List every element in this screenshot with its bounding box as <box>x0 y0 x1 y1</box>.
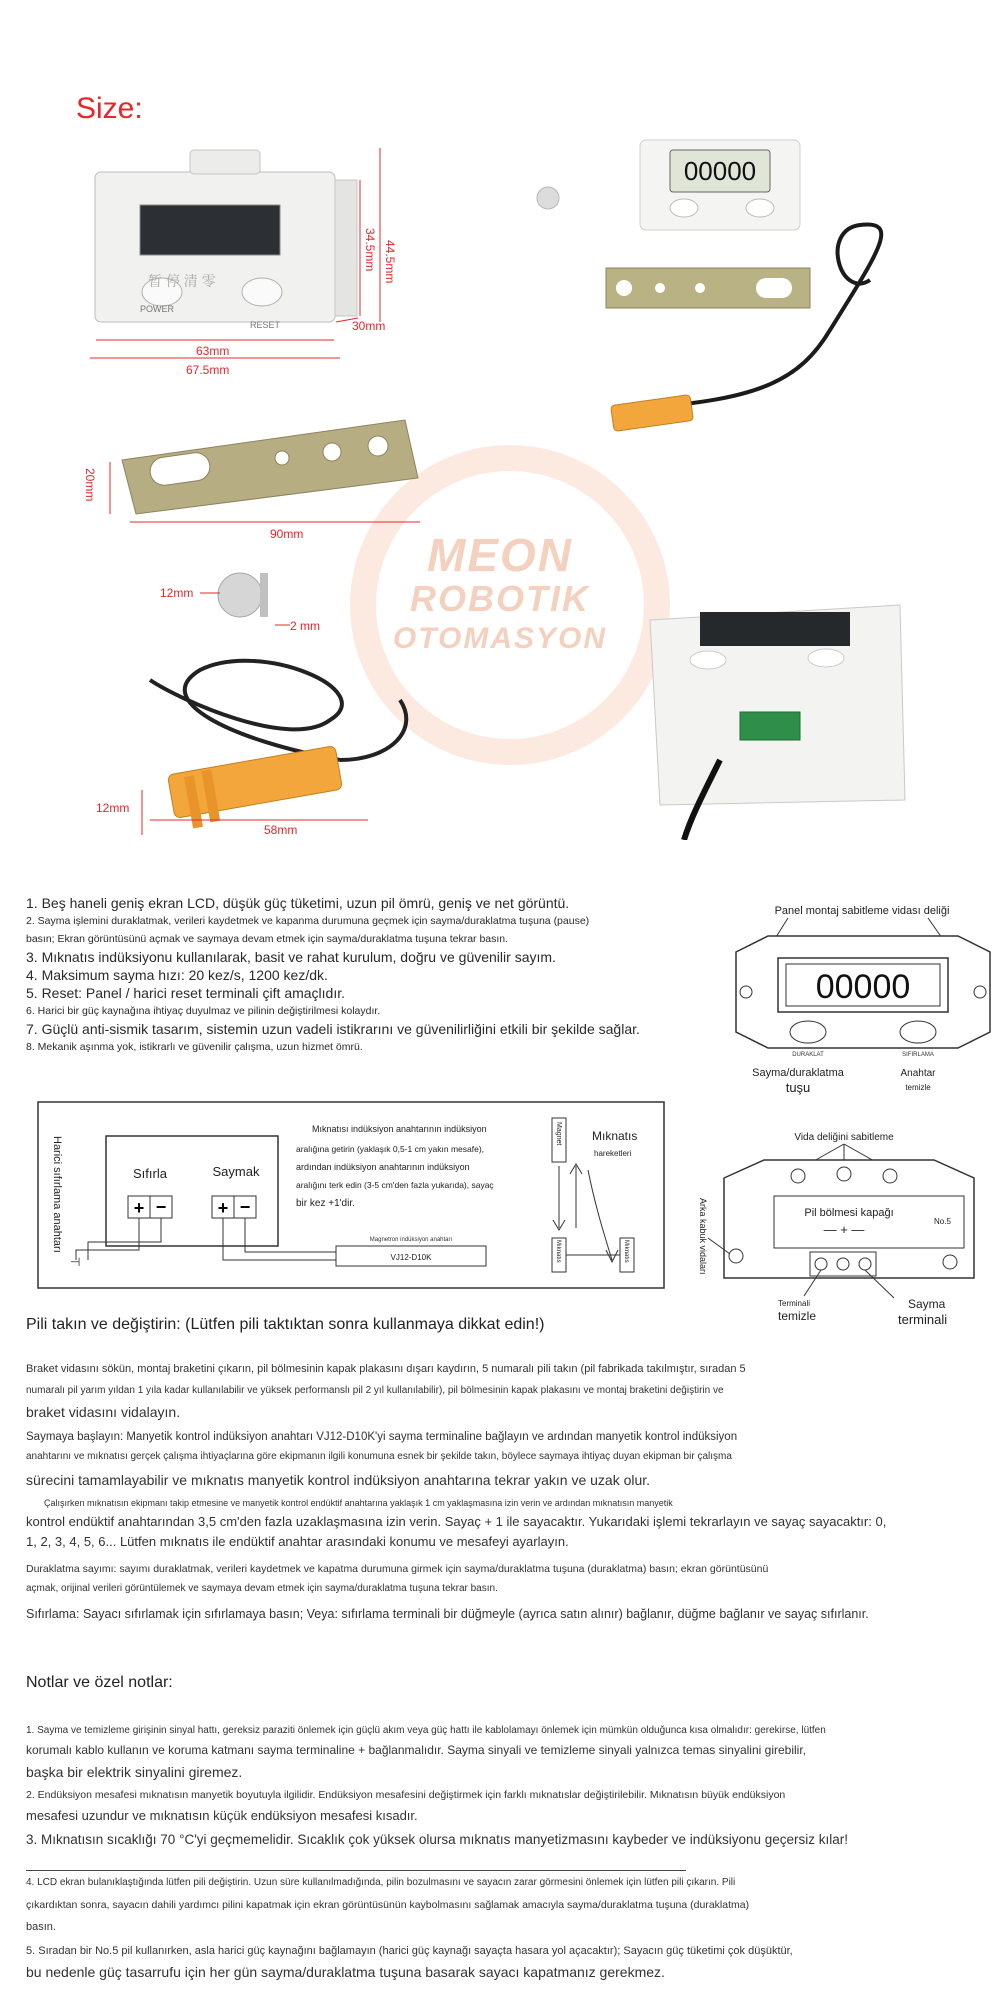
counter-chinese-chars: 暂 停 清 零 <box>148 273 216 289</box>
wiring-note-line: aralığına getirin (yaklaşık 0,5-1 cm yakın mesafe), <box>296 1144 485 1154</box>
watermark-line1: MEON <box>427 529 573 581</box>
divider <box>26 1870 686 1871</box>
note-line: 2. Endüksiyon mesafesi mıknatısın manyetik boyutuyla ilgilidir. Endüksiyon mesafesini değiştirmek için farklı mıknatıslar değiştirilebilir. Mıknatısın büyük endüksiyon <box>26 1789 786 1801</box>
feature-item: 3. Mıknatıs indüksiyonu kullanılarak, basit ve rahat kurulum, doğru ve güvenilir sayım. <box>26 949 556 965</box>
dim-sensor-diameter: 12mm <box>96 801 130 815</box>
sensor-small-photo <box>611 224 882 431</box>
feature-item: 2. Sayma işlemini duraklatmak, verileri kaydetmek ve kapanma durumuna geçmek için sayma/duraklatma tuşuna (pause) <box>26 915 590 927</box>
battery-para-line: Braket vidasını sökün, montaj braketini çıkarın, pil bölmesinin kapak plakasını dışarı kaydırın, 5 numaralı pili takın (pil fabrikada takılmıştır, sıradan 5 <box>26 1363 746 1375</box>
wiring-diagram <box>36 1100 666 1290</box>
wiring-count-label: Saymak <box>212 1164 260 1179</box>
counting-para-line: sürecini tamamlayabilir ve mıknatıs manyetik kontrol indüksiyon anahtarına tekrar yakın ve uzak olur. <box>26 1472 651 1488</box>
wiring-sensor-tag-left: Mıknatıs <box>555 1240 561 1263</box>
battery-para-line: braket vidasını vidalayın. <box>26 1404 181 1420</box>
back-terminal-left-2: temizle <box>778 1309 817 1323</box>
panel-diagram <box>728 900 996 1100</box>
dim-height-outer: 44.5mm <box>383 240 397 284</box>
back-battery-tag: No.5 <box>934 1217 951 1226</box>
back-cover-label: Pil bölmesi kapağı <box>804 1207 894 1219</box>
counting-para-line: kontrol endüktif anahtarından 3,5 cm'den fazla uzaklaşmasına izin verin. Sayaç + 1 ile sayacaktır. Yukarıdaki işlemi tekrarlayın ve sayaç sayacaktır: 0, <box>26 1514 887 1529</box>
counting-para-line: anahtarını ve mıknatısı gerçek çalışma ihtiyaçlarına göre ekipmanın ilgili konumuna esnek bir şekilde takın, böylece saymaya ihtiyaç duyan ekipman bir çalışma <box>26 1451 732 1462</box>
wiring-note-line: Mıknatısı indüksiyon anahtarının indüksiyon <box>312 1124 487 1134</box>
wiring-side-label: Harici sıfırlama anahtarı <box>51 1136 63 1253</box>
wiring-sensor-caption: Magnetron indüksiyon anahtarı <box>369 1237 453 1243</box>
dim-bracket-height: 20mm <box>83 468 97 502</box>
back-polarity: — + — <box>823 1222 865 1237</box>
wiring-note-line: bir kez +1'dir. <box>296 1198 355 1209</box>
note-line: basın. <box>26 1921 56 1933</box>
panel-btn-left-label: DURAKLAT <box>792 1052 824 1058</box>
note-line: çıkardıktan sonra, sayacın dahili yardımcı pilini kapatmak için ekran görüntüsünün kaybolmasını sağlamak amacıyla sayma/duraklatma tuşuna (duraklatma) <box>26 1899 750 1911</box>
wiring-note-line: aralığını terk edin (3-5 cm'den fazla yukarıda), sayaç <box>296 1180 494 1190</box>
note-line: başka bir elektrik sinyalini giremez. <box>26 1764 243 1780</box>
svg-text:+: + <box>133 1198 145 1218</box>
size-title: Size: <box>76 92 143 125</box>
wiring-sensor-model: VJ12-D10K <box>390 1253 432 1262</box>
notes-title: Notlar ve özel notlar: <box>26 1674 173 1691</box>
counter-btn-reset-label: RESET <box>250 320 281 330</box>
back-terminal-left-1: Terminali <box>778 1299 811 1308</box>
counting-para-line: Saymaya başlayın: Manyetik kontrol indüksiyon anahtarı VJ12-D10K'yi sayma terminaline bağlayın ve ardından manyetik kontrol indüksiyon <box>26 1431 738 1443</box>
bracket-small-photo <box>606 268 810 308</box>
feature-item: 1. Beş haneli geniş ekran LCD, düşük güç tüketimi, uzun pil ömrü, geniş ve net görüntü. <box>26 895 570 911</box>
dim-magnet-diameter: 12mm <box>160 586 194 600</box>
watermark-line2: ROBOTIK <box>410 578 590 619</box>
battery-title: Pili takın ve değiştirin: (Lütfen pili taktıktan sonra kullanmaya dikkat edin!) <box>26 1316 545 1333</box>
panel-caption-right-1: Anahtar <box>900 1068 936 1079</box>
note-line: mesafesi uzundur ve mıknatısın küçük endüksiyon mesafesi kısadır. <box>26 1808 418 1823</box>
feature-item: 5. Reset: Panel / harici reset terminali çift amaçlıdır. <box>26 985 346 1001</box>
wiring-reset-label: Sıfırla <box>133 1166 167 1181</box>
dim-width-outer: 67.5mm <box>186 363 230 377</box>
note-line: 4. LCD ekran bulanıklaştığında lütfen pili değiştirin. Uzun süre kullanılmadığında, pilin bozulmasını ve sayacın zarar görmesini önlemek için lütfen pili çıkarın. Pili <box>26 1877 736 1888</box>
back-terminal-right-1: Sayma <box>908 1297 946 1311</box>
magnet-small-photo <box>537 187 559 209</box>
sensor-photo <box>150 661 406 829</box>
counter-top-photo <box>640 140 800 230</box>
counting-para-line: 1, 2, 3, 4, 5, 6... Lütfen mıknatıs ile endüktif anahtar arasındaki konumu ve mesafeyi ayarlayın. <box>26 1534 569 1549</box>
counting-para-line: Sıfırlama: Sayacı sıfırlamak için sıfırlamaya basın; Veya: sıfırlama terminali bir düğmeyle (ayrıca satın alınır) bağlanır, düğme bağlanır ve sayaç sıfırlanır. <box>26 1607 869 1621</box>
counter-angle-photo <box>650 605 905 840</box>
wiring-sensor-tag-right: Mıknatıs <box>623 1240 629 1263</box>
panel-caption-left-1: Sayma/duraklatma <box>752 1067 844 1079</box>
counting-para-line: açmak, orijinal verileri görüntülemek ve saymaya devam etmek için sayma/duraklatma tuşuna tekrar basın. <box>26 1583 498 1594</box>
panel-diagram-title: Panel montaj sabitleme vidası deliği <box>774 905 950 917</box>
battery-para-line: numaralı pil yarım yıldan 1 yıla kadar kullanılabilir ve yüksek performanslı pil 2 yıl kullanılabilir), pil bölmesinin kapak plakasını ve montaj braketini değiştirin ve <box>26 1385 724 1396</box>
magnet-photo <box>218 573 268 617</box>
panel-caption-right-2: temizle <box>905 1083 931 1092</box>
counting-para-line: Çalışırken mıknatısın ekipmanı takip etmesine ve manyetik kontrol endüktif anahtarına yaklaşık 1 cm yaklaşmasına izin verin ve ardından mıknatısın manyetik <box>44 1498 673 1508</box>
feature-list <box>26 894 716 1056</box>
panel-diagram-display: 00000 <box>815 968 911 1006</box>
feature-item: basın; Ekran görüntüsünü açmak ve saymaya devam etmek için sayma/duraklatma tuşuna tekrar basın. <box>26 933 509 945</box>
watermark-line3: OTOMASYON <box>392 622 608 655</box>
product-photos <box>0 120 1000 840</box>
note-line: 1. Sayma ve temizleme girişinin sinyal hattı, gereksiz paraziti önlemek için güçlü akım veya güç hattı ile kablolamayı önlemek için mümkün olduğunca kısa olmalıdır: gerekirse, lütfen <box>26 1725 826 1736</box>
panel-btn-right-label: SIFIRLAMA <box>902 1052 934 1058</box>
dim-width-inner: 63mm <box>196 344 230 358</box>
wiring-note-line: ardından indüksiyon anahtarının indüksiyon <box>296 1162 470 1172</box>
note-line: bu nedenle güç tasarrufu için her gün sayma/duraklatma tuşuna basarak sayacı kapatmanız gerekmez. <box>26 1964 665 1980</box>
dim-height-inner: 34.5mm <box>363 228 377 272</box>
wiring-magnet-motion-1: Mıknatıs <box>592 1129 638 1143</box>
panel-caption-left-2: tuşu <box>785 1080 811 1095</box>
note-line: 5. Sıradan bir No.5 pil kullanırken, asla harici güç kaynağını bağlamayın (harici güç kaynağı sayaçta hasara yol açacaktır); Sayacın güç tüketimi çok düşüktür, <box>26 1945 793 1957</box>
back-terminal-right-2: terminali <box>898 1312 948 1327</box>
feature-item: 8. Mekanik aşınma yok, istikrarlı ve güvenilir çalışma, uzun hizmet ömrü. <box>26 1041 363 1053</box>
wiring-magnet-tag: Magnet <box>555 1122 562 1146</box>
counter-top-display: 00000 <box>683 156 757 186</box>
feature-item: 7. Güçlü anti-sismik tasarım, sistemin uzun vadeli istikrarını ve güvenilirliğini etkili bir şekilde sağlar. <box>26 1021 640 1037</box>
dim-bracket-width: 90mm <box>270 527 304 541</box>
feature-item: 4. Maksimum sayma hızı: 20 kez/s, 1200 kez/dk. <box>26 967 328 983</box>
counting-para-line: Duraklatma sayımı: sayımı duraklatmak, verileri kaydetmek ve kapatma durumuna girmek için sayma/duraklatma tuşuna (duraklatma) basın; ekran görüntüsünü <box>26 1563 769 1575</box>
dim-depth: 30mm <box>352 319 386 333</box>
dim-magnet-thickness: 2 mm <box>290 619 320 633</box>
back-side-label: Arka kabuk vidaları <box>698 1198 708 1275</box>
counter-front-photo <box>95 150 357 330</box>
dim-sensor-length: 58mm <box>264 823 298 837</box>
bracket-photo <box>122 420 418 514</box>
counter-btn-power-label: POWER <box>140 304 175 314</box>
feature-item: 6. Harici bir güç kaynağına ihtiyaç duyulmaz ve pilinin değiştirilmesi kolaydır. <box>26 1005 381 1017</box>
svg-text:−: − <box>155 1197 167 1217</box>
note-line: 3. Mıknatısın sıcaklığı 70 °C'yi geçmemelidir. Sıcaklık çok yüksek olursa mıknatıs manyetizmasını kaybeder ve indüksiyonu geçersiz kılar! <box>26 1832 849 1847</box>
svg-text:⊣: ⊣ <box>70 1255 81 1269</box>
svg-text:−: − <box>239 1197 251 1217</box>
note-line: korumalı kablo kullanın ve koruma katmanı sayma terminaline + bağlanmalıdır. Sayma sinyali ve temizleme sinyali yalnızca temas sinyalini girebilir, <box>26 1743 806 1757</box>
svg-text:+: + <box>217 1198 229 1218</box>
wiring-magnet-motion-2: hareketleri <box>594 1149 632 1158</box>
back-diagram <box>694 1128 994 1338</box>
back-diagram-title: Vida deliğini sabitleme <box>794 1132 894 1143</box>
